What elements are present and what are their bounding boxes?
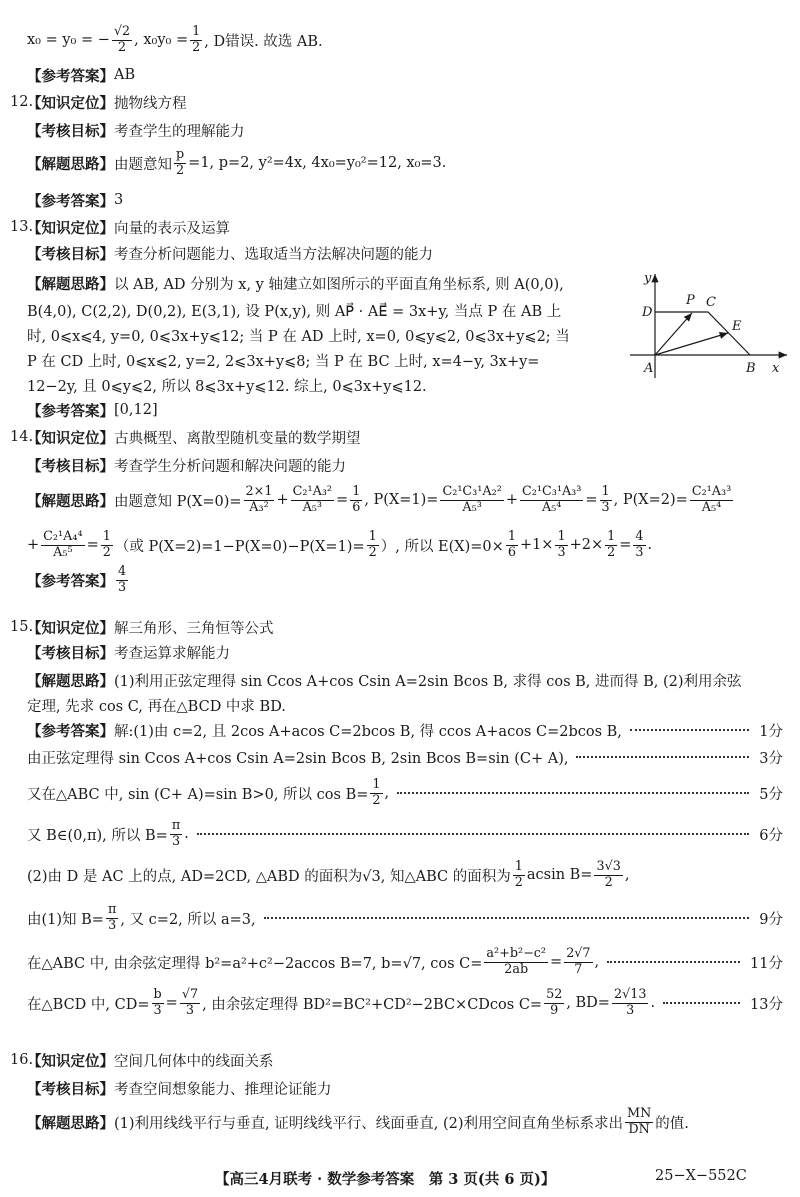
label-c: C [706,295,716,310]
fraction-numerator: √2 [113,23,131,39]
dotted-leader [576,756,749,758]
section-label: 【知识定位】 [27,94,114,112]
dotted-leader [663,1002,740,1004]
fraction [174,148,186,178]
text-run: (2)由 D 是 AC 上的点, AD=2CD, △ABD 的面积为√3, 知△ABC 的面积为 [27,868,511,885]
text-run: , 又 c=2, 所以 a=3, [120,911,256,928]
fraction-denominator: 2 [176,162,185,178]
vector-ae [655,333,728,355]
fraction-numerator: 1 [368,528,377,544]
text-run: x₀ = y₀ = − [27,32,110,48]
label-b: B [746,361,756,376]
text-line [27,737,783,777]
fraction-denominator: A₃² [249,499,269,515]
fraction-numerator: 1 [192,23,201,39]
text-run: , P(X=1)= [364,492,439,508]
fraction-numerator: 3√3 [596,858,621,874]
text-run: =1, p=2, y²=4x, 4x₀=y₀²=12, x₀=3. [188,155,447,171]
label-y: y [644,271,652,286]
fraction [690,485,733,515]
fraction-numerator: 4 [118,563,127,579]
text-line [27,942,783,982]
fraction [180,988,200,1018]
fraction-denominator: 3 [171,833,181,849]
section-label: 【参考答案】 [27,402,114,420]
fraction-denominator: 2 [102,544,111,560]
text-run: . [650,995,656,1011]
fraction-numerator: C₂¹A₃² [292,483,333,499]
fraction-denominator: A₅³ [462,499,482,515]
text-run: 在△BCD 中, CD= [27,996,150,1013]
score-points: 9分 [759,911,783,928]
fraction-denominator: 3 [557,544,566,560]
fraction-numerator: π [107,901,117,917]
score-points: 13分 [750,996,783,1013]
text-run: . [184,826,189,842]
section-label: 【解题思路】 [27,1114,114,1132]
text-run: = [619,537,632,553]
fraction-numerator: 2×1 [245,483,273,499]
fraction-denominator: 3 [153,1002,162,1018]
footer-title: 【高三4月联考 · 数学参考答案 第 3 页(共 6 页)】 [215,1171,556,1188]
fraction-denominator: A₅⁵ [53,544,73,560]
fraction [367,530,379,560]
fraction [116,565,128,595]
text-run: 解:(1)由 c=2, 且 2cos A+acos C=2bcos B, 得 ccos A+acos C=2bcos B, [114,723,622,740]
question-number: 15. [10,619,34,635]
fraction-denominator: 7 [574,961,583,977]
text-run: (1)利用线线平行与垂直, 证明线线平行、线面垂直, (2)利用空间直角坐标系求出 [114,1115,624,1132]
text-line [27,445,346,485]
text-run: 又在△ABC 中, sin (C+ A)=sin B>0, 所以 cos B= [27,786,369,803]
fraction [625,1107,653,1137]
fraction [506,530,518,560]
fraction-denominator: 2 [604,874,613,890]
vector-ap [655,313,692,355]
fraction-numerator: 1 [607,528,616,544]
question-number: 13. [10,219,34,235]
fraction-denominator: 2 [368,544,377,560]
text-run: , D错误. 故选 AB. [204,33,323,50]
label-x: x [772,361,780,376]
text-line [27,855,629,895]
text-run: 由正弦定理得 sin Ccos A+cos Csin A=2sin Bcos B, 2sin Bcos B=sin (C+ A), [27,750,569,767]
label-e: E [732,319,742,334]
fraction-numerator: 2√7 [566,945,591,961]
fraction-numerator: π [171,817,181,833]
fraction-denominator: 3 [635,544,644,560]
fraction-numerator: C₂¹A₃³ [691,483,732,499]
section-label: 【知识定位】 [27,619,114,637]
text-run: 空间几何体中的线面关系 [114,1053,274,1070]
text-run: +1× [519,537,554,553]
question-number: 16. [10,1052,34,1068]
fraction-denominator: 2 [607,544,616,560]
footer-code: 25−X−552C [655,1168,747,1184]
text-line [27,814,783,854]
fraction [544,988,564,1018]
text-run: AB [114,67,136,83]
fraction-denominator: A₅⁴ [541,499,562,515]
fraction-numerator: MN [627,1105,652,1121]
text-run: （或 P(X=2)=1−P(X=0)−P(X=1)= [114,538,365,555]
text-run: 12−2y, 且 0⩽y⩽2, 所以 8⩽3x+y⩽12. 综上, 0⩽3x+y⩽12. [27,378,427,395]
text-run: + [505,492,518,508]
fraction-numerator: 4 [635,528,644,544]
section-label: 【知识定位】 [27,429,114,447]
text-run: +2× [569,537,604,553]
fraction-denominator: 3 [118,579,127,595]
text-run: = [165,995,178,1011]
text-run: 在△ABC 中, 由余弦定理得 b²=a²+c²−2accos B=7, b=√7, cos C= [27,955,483,972]
section-label: 【解题思路】 [27,155,114,173]
fraction-denominator: 3 [626,1002,635,1018]
fraction-denominator: 2 [514,874,523,890]
fraction-denominator: 3 [601,499,610,515]
section-label: 【考核目标】 [27,245,114,263]
text-run: [0,12] [114,402,158,418]
text-run: B(4,0), C(2,2), D(0,2), E(3,1), 设 P(x,y), 则 AP⃗ · AE⃗ = 3x+y, 当点 P 在 AB 上 [27,303,562,320]
text-run: = [585,492,598,508]
dotted-leader [630,729,749,731]
section-label: 【知识定位】 [27,1052,114,1070]
fraction [555,530,567,560]
section-label: 【知识定位】 [27,219,114,237]
score-points: 1分 [759,723,783,740]
text-line [27,773,783,813]
text-run: 定理, 先求 cos C, 再在△BCD 中求 BD. [27,698,286,715]
text-run: , 由余弦定理得 BD²=BC²+CD²−2BC×CDcos C= [202,996,543,1013]
text-run: 由(1)知 B= [27,911,104,928]
text-run: acsin B= [526,867,593,883]
text-line [27,20,323,60]
fraction [564,947,592,977]
text-run: 以 AB, AD 分别为 x, y 轴建立如图所示的平面直角坐标系, 则 A(0,0), [114,276,564,293]
fraction [41,530,84,560]
fraction-denominator: 2 [372,792,381,808]
fraction [612,988,648,1018]
section-label: 【参考答案】 [27,67,114,85]
dotted-leader [264,917,750,919]
text-line [27,983,783,1023]
text-line [27,560,130,600]
fraction [520,485,583,515]
label-p: P [686,293,695,308]
text-line [27,525,652,565]
fraction-numerator: C₂¹A₄⁴ [43,528,83,544]
text-run: 又 B∈(0,π), 所以 B= [27,827,168,844]
text-run: , [384,785,390,801]
text-run: 由题意知 [114,156,172,173]
fraction [152,988,164,1018]
text-line [27,898,783,938]
fraction [244,485,275,515]
section-label: 【考核目标】 [27,644,114,662]
section-label: 【解题思路】 [27,672,114,690]
coordinate-figure [622,268,792,383]
fraction-numerator: 1 [601,483,610,499]
text-run: ）, 所以 E(X)=0× [380,538,504,555]
score-points: 11分 [750,955,783,972]
text-run: 的值. [655,1115,689,1132]
fraction-denominator: 6 [507,544,516,560]
fraction-denominator: 2ab [504,961,529,977]
fraction [484,947,548,977]
fraction-numerator: b [153,986,162,1002]
text-run: = [550,954,563,970]
section-label: 【解题思路】 [27,492,114,510]
fraction-denominator: 9 [550,1002,559,1018]
text-run: , x₀y₀ = [134,32,189,48]
text-run: 考查学生分析问题和解决问题的能力 [114,458,346,475]
label-d: D [642,305,653,320]
dotted-leader [397,792,749,794]
fraction-denominator: 3 [185,1002,195,1018]
text-run: 考查分析问题能力、选取适当方法解决问题的能力 [114,246,433,263]
text-run: , [594,954,600,970]
question-number: 14. [10,429,34,445]
section-label: 【参考答案】 [27,722,114,740]
text-run: , BD= [566,995,610,1011]
fraction-denominator: 2 [117,39,127,55]
fraction-numerator: 1 [352,483,361,499]
text-run: . [647,537,653,553]
dotted-leader [197,833,749,835]
score-points: 5分 [759,786,783,803]
fraction-denominator: A₅⁴ [701,499,722,515]
fraction [594,860,622,890]
fraction [370,778,382,808]
fraction [106,903,118,933]
fraction-numerator: 1 [102,528,111,544]
fraction [190,25,202,55]
text-line [27,1102,689,1142]
text-run: (1)利用正弦定理得 sin Ccos A+cos Csin A=2sin Bcos B, 求得 cos B, 进而得 B, (2)利用余弦 [114,673,742,690]
fraction [101,530,113,560]
fraction [513,860,525,890]
fraction [112,25,132,55]
text-run: , [624,867,630,883]
dotted-leader [607,961,740,963]
fraction-numerator: C₂¹C₃¹A₃³ [522,483,582,499]
fraction-denominator: 2 [192,39,201,55]
section-label: 【参考答案】 [27,192,114,210]
fraction-denominator: A₅³ [302,499,323,515]
text-run: = [86,537,99,553]
text-run: 由题意知 P(X=0)= [114,493,242,510]
question-number: 12. [10,94,34,110]
fraction-numerator: √7 [181,986,199,1002]
fraction-numerator: 1 [557,528,566,544]
fraction-denominator: 3 [108,917,117,933]
fraction-denominator: 6 [352,499,361,515]
text-line [27,480,735,520]
text-run: 3 [114,192,124,208]
label-a: A [644,361,654,376]
fraction [605,530,617,560]
fraction-numerator: 1 [507,528,516,544]
text-run: 考查运算求解能力 [114,645,230,662]
text-line [27,143,446,183]
fraction [170,819,182,849]
text-run: , P(X=2)= [613,492,688,508]
fraction-numerator: a²+b²−c² [486,945,547,961]
text-run: 向量的表示及运算 [114,220,230,237]
text-run: P 在 CD 上时, 0⩽x⩽2, y=2, 2⩽3x+y⩽8; 当 P 在 BC 上时, x=4−y, 3x+y= [27,353,540,370]
fraction [440,485,503,515]
fraction [633,530,645,560]
fraction-numerator: C₂¹C₃¹A₂² [442,483,502,499]
text-run: + [276,492,289,508]
fraction-numerator: 2√13 [613,986,647,1002]
text-run: = [336,492,349,508]
section-label: 【考核目标】 [27,122,114,140]
text-run: + [27,537,40,553]
fraction [600,485,612,515]
section-label: 【解题思路】 [27,275,114,293]
fraction-numerator: 1 [514,858,523,874]
text-run: 古典概型、离散型随机变量的数学期望 [114,430,361,447]
section-label: 【考核目标】 [27,457,114,475]
text-run: 考查学生的理解能力 [114,123,245,140]
fraction-numerator: 52 [546,986,563,1002]
fraction-numerator: 1 [372,776,381,792]
score-points: 3分 [759,750,783,767]
fraction-denominator: DN [628,1121,650,1137]
text-run: 时, 0⩽x⩽4, y=0, 0⩽3x+y⩽12; 当 P 在 AD 上时, x=0, 0⩽y⩽2, 0⩽3x+y⩽2; 当 [27,328,570,345]
fraction [291,485,334,515]
text-run: 抛物线方程 [114,95,187,112]
fraction-numerator: p [176,146,185,162]
text-run: 考查空间想象能力、推理论证能力 [114,1081,332,1098]
text-run: 解三角形、三角恒等公式 [114,620,274,637]
section-label: 【考核目标】 [27,1080,114,1098]
fraction [350,485,362,515]
score-points: 6分 [759,827,783,844]
section-label: 【参考答案】 [27,572,114,590]
